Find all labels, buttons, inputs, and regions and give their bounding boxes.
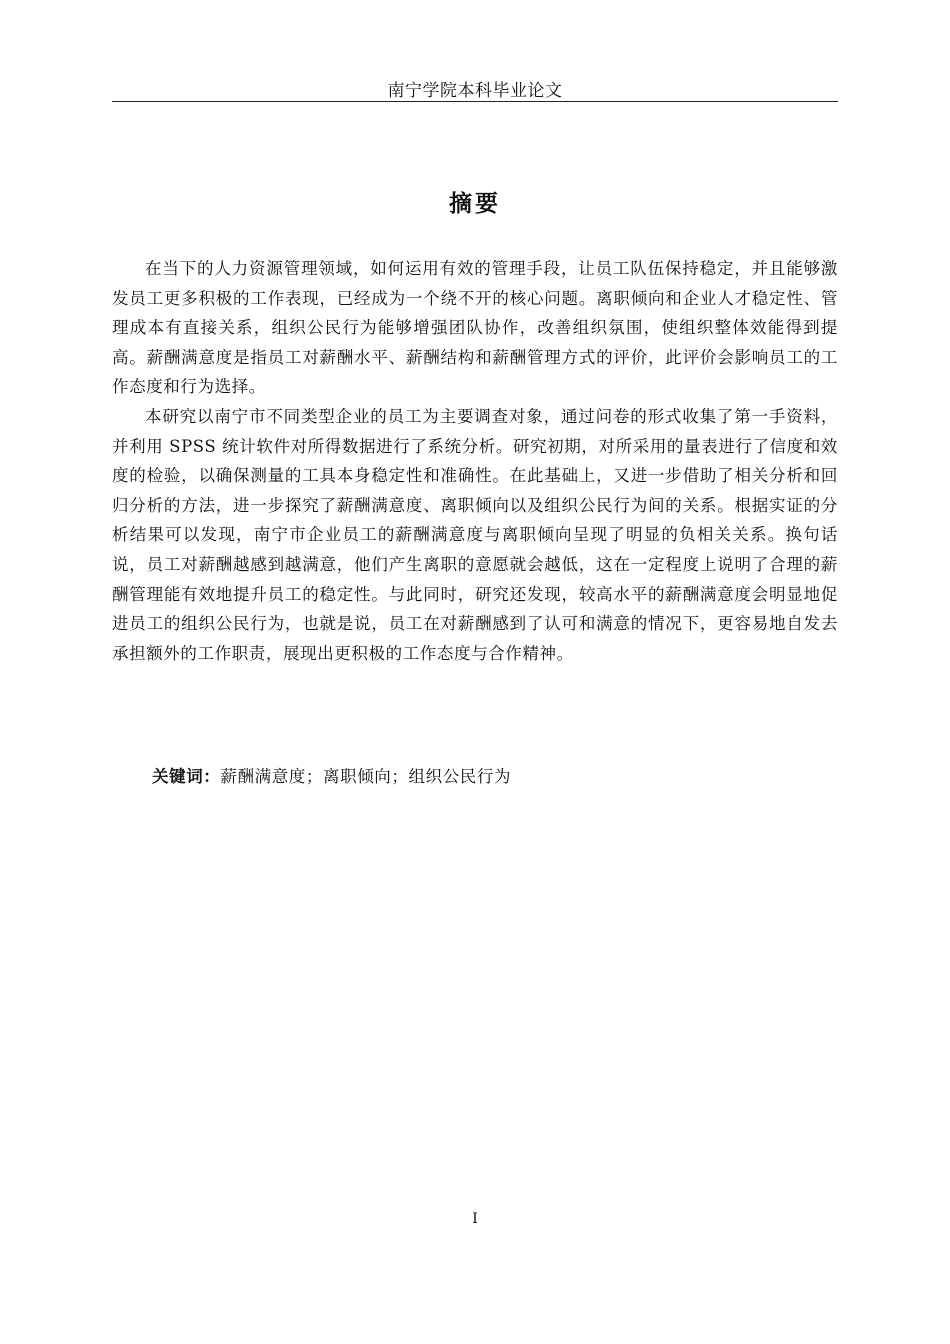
keywords-label: 关键词： [152,767,221,786]
keywords-value: 薪酬满意度；离职倾向；组织公民行为 [220,767,512,786]
header-divider [112,101,838,102]
keywords-line [152,762,838,791]
abstract-heading: 摘要 [449,191,501,217]
abstract-paragraph-2: 本研究以南宁市不同类型企业的员工为主要调查对象，通过问卷的形式收集了第一手资料，并利用 SPSS 统计软件对所得数据进行了系统分析。研究初期，对所采用的量表进行了信度和效度的检验，以确保测量的工具本身稳定性和准确性。在此基础上，又进一步借助了相关分析和回归分析的方法，进一步探究了薪酬满意度、离职倾向以及组织公民行为间的关系。根据实证的分析结果可以发现，南宁市企业员工的薪酬满意度与离职倾向呈现了明显的负相关关系。换句话说，员工对薪酬越感到越满意，他们产生离职的意愿就会越低，这在一定程度上说明了合理的薪酬管理能有效地提升员工的稳定性。与此同时，研究还发现，较高水平的薪酬满意度会明显地促进员工的组织公民行为，也就是说，员工在对薪酬感到了认可和满意的情况下，更容易地自发去承担额外的工作职责，展现出更积极的工作态度与合作精神。 [112,406,838,663]
abstract-paragraph-1: 在当下的人力资源管理领域，如何运用有效的管理手段，让员工队伍保持稳定，并且能够激发员工更多积极的工作表现，已经成为一个绕不开的核心问题。离职倾向和企业人才稳定性、管理成本有直接关系，组织公民行为能够增强团队协作，改善组织氛围，使组织整体效能得到提高。薪酬满意度是指员工对薪酬水平、薪酬结构和薪酬管理方式的评价，此评价会影响员工的工作态度和行为选择。 [112,259,838,397]
page-header-title: 南宁学院本科毕业论文 [387,81,563,101]
abstract-body [112,254,838,668]
page-number: I [472,1211,478,1227]
